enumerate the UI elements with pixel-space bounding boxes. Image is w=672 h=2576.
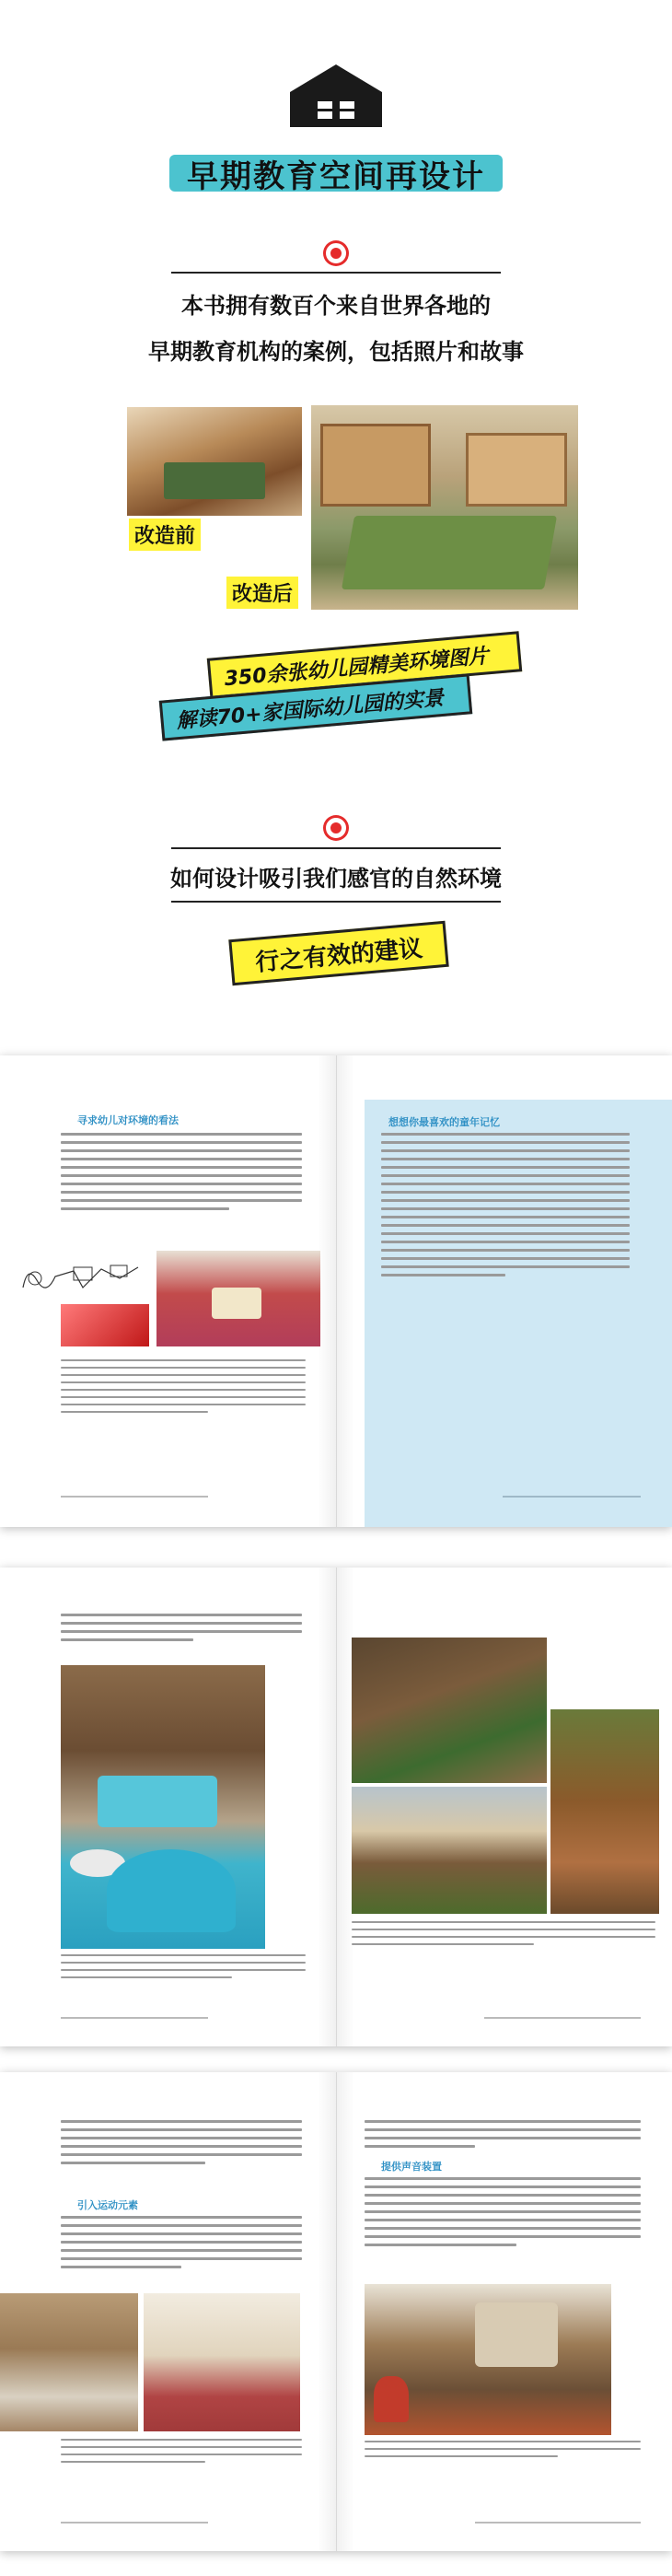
after-label: 改造后 (226, 577, 298, 609)
spread1-left-text (61, 1133, 302, 1216)
spread3-right-page (336, 2072, 672, 2551)
red-dot-icon (326, 818, 346, 838)
cta-badge: 行之有效的建议 (228, 921, 448, 985)
page-footer (61, 1496, 208, 1498)
classroom-photo (156, 1251, 320, 1346)
section-title: 如何设计吸引我们感官的自然环境 (170, 865, 502, 892)
spread1-right-page (336, 1055, 672, 1527)
divider (171, 847, 501, 849)
divider (171, 272, 501, 274)
red-dot-icon (326, 243, 346, 263)
book-spread-2 (0, 1568, 672, 2046)
house-logo-icon (290, 64, 382, 127)
banner-photos-count: 350余张幼儿园精美环境图片 (207, 631, 523, 698)
spread1-left-heading: 寻求幼儿对环境的看法 (77, 1114, 179, 1126)
page-title: 早期教育空间再设计 (169, 155, 503, 192)
garden-photo-1 (352, 1638, 547, 1783)
garden-photo-2 (352, 1787, 547, 1914)
outdoor-bench-photo (61, 1665, 265, 1949)
before-photo (127, 407, 302, 516)
spread1-right-heading: 想想你最喜欢的童年记忆 (388, 1116, 500, 1128)
spread3-right-heading: 提供声音装置 (381, 2161, 442, 2173)
movement-photo-2 (144, 2293, 300, 2431)
spread2-right-page (336, 1568, 672, 2046)
book-spread-1 (0, 1055, 672, 1527)
spread1-left-page (0, 1055, 336, 1527)
before-label: 改造前 (129, 519, 201, 551)
after-photo (311, 405, 578, 610)
banner-kindergartens: 解读70+家国际幼儿园的实景 (159, 673, 473, 740)
child-drawing-image (18, 1260, 156, 1302)
garden-stairs-photo (550, 1709, 659, 1914)
divider (171, 901, 501, 903)
book-spread-3 (0, 2072, 672, 2551)
lead-line-1: 本书拥有数百个来自世界各地的 (181, 292, 491, 319)
spread1-left-caption (61, 1359, 306, 1418)
lead-line-2: 早期教育机构的案例，包括照片和故事 (148, 338, 524, 365)
spread3-left-page (0, 2072, 336, 2551)
sound-installation-photo (365, 2284, 611, 2435)
memory-panel (365, 1100, 672, 1527)
movement-photo-1 (0, 2293, 138, 2431)
red-cushions-image (61, 1304, 149, 1346)
spread2-left-page (0, 1568, 336, 2046)
spread3-left-heading: 引入运动元素 (77, 2199, 138, 2211)
